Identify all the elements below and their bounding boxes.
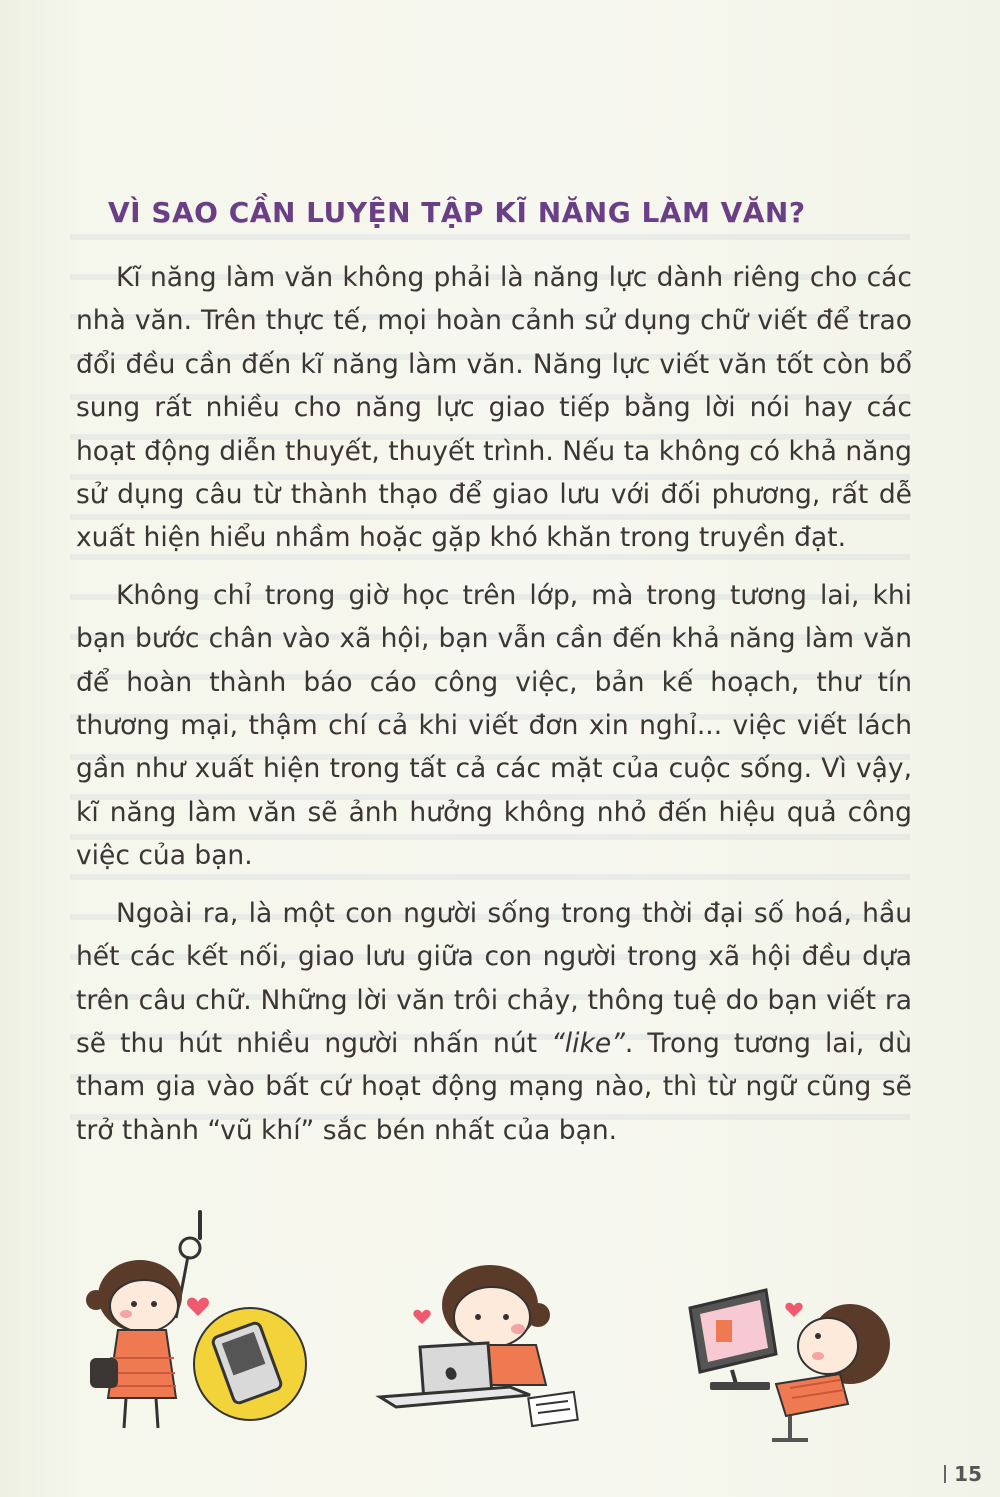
paragraph-3: [76, 892, 912, 1152]
section-heading: VÌ SAO CẦN LUYỆN TẬP KĨ NĂNG LÀM VĂN?: [108, 196, 806, 229]
paragraph-3-after: . Trong tương lai, dù tham gia vào bất cứ hoạt động mạng nào, thì từ ngữ cũng sẽ trở thành “vũ khí” sắc bén nhất của bạn.: [76, 1027, 913, 1146]
body-text: [76, 256, 912, 1166]
like-emphasis: “like”: [551, 1027, 625, 1059]
girl-with-laptop-illustration: [360, 1255, 600, 1435]
paragraph-1: Kĩ năng làm văn không phải là năng lực dành riêng cho các nhà văn. Trên thực tế, mọi hoàn cảnh sử dụng chữ viết để trao đổi đều cần đến kĩ năng làm văn. Năng lực viết văn tốt còn bổ sung rất nhiều cho năng lực giao tiếp bằng lời nói hay các hoạt động diễn thuyết, thuyết trình. Nếu ta không có khả năng sử dụng câu từ thành thạo để giao lưu với đối phương, rất dễ xuất hiện hiểu nhầm hoặc gặp khó khăn trong truyền đạt.: [76, 262, 912, 554]
page-number-footer: [944, 1462, 982, 1486]
paragraph-2: Không chỉ trong giờ học trên lớp, mà trong tương lai, khi bạn bước chân vào xã hội, bạn vẫn cần đến khả năng làm văn để hoàn thành báo cáo công việc, bản kế hoạch, thư tín thương mại, thậm chí cả khi viết đơn xin nghỉ... việc viết lách gần như xuất hiện trong tất cả các mặt của cuộc sống. Vì vậy, kĩ năng làm văn sẽ ảnh hưởng không nhỏ đến hiệu quả công việc của bạn.: [76, 579, 912, 872]
girl-at-computer-illustration: [680, 1280, 900, 1450]
footer-divider: [944, 1465, 946, 1483]
girl-with-phone-illustration: [80, 1208, 310, 1438]
paragraph-3-before: Ngoài ra, là một con người sống trong thời đại số hoá, hầu hết các kết nối, giao lưu giữa con người trong xã hội đều dựa trên câu chữ. Những lời văn trôi chảy, thông tuệ do bạn viết ra sẽ thu hút nhiều người nhấn nút: [76, 897, 912, 1059]
page-number: 15: [954, 1462, 982, 1486]
